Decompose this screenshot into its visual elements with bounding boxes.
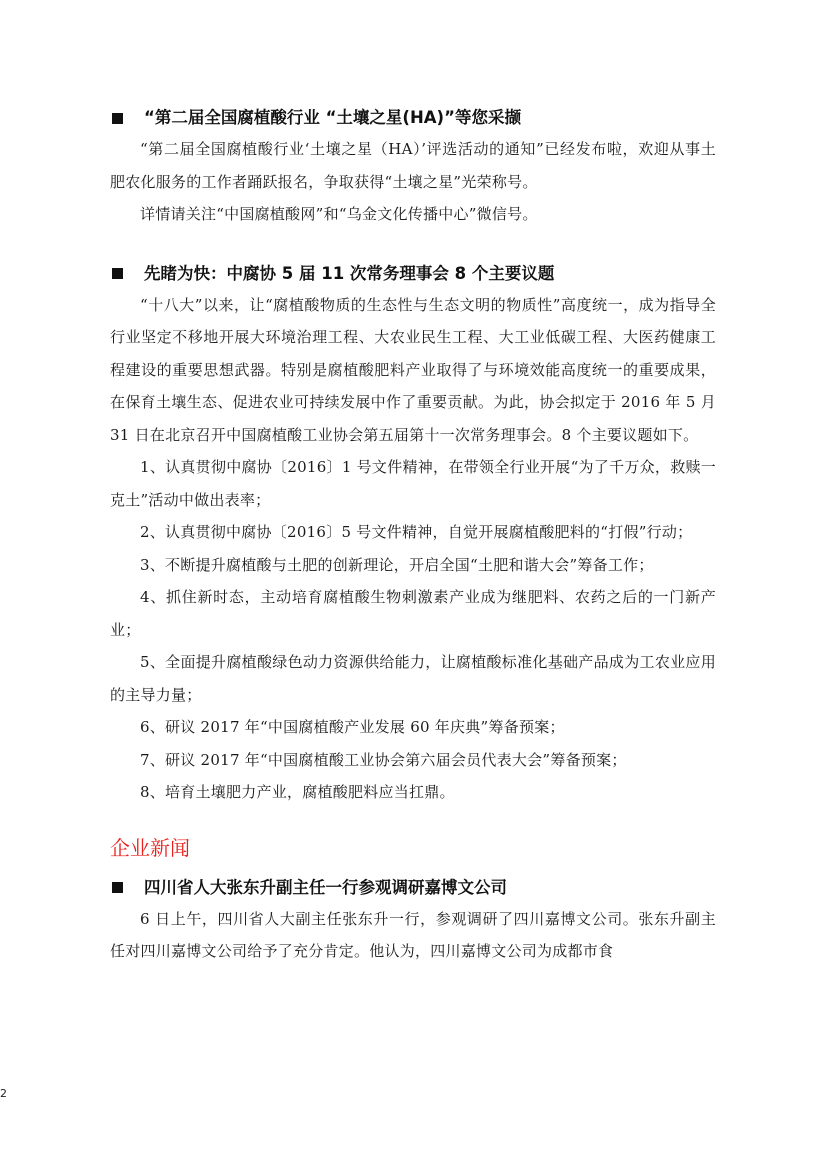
paragraph: “第二届全国腐植酸行业‘土壤之星（HA）’评选活动的通知”已经发布啦，欢迎从事土肥农化服务的工作者踊跃报名，争取获得“土壤之星”光荣称号。 [110, 140, 716, 191]
heading-text: 四川省人大张东升副主任一行参观调研嘉博文公司 [144, 877, 507, 897]
paragraph: 6 日上午，四川省人大副主任张东升一行，参观调研了四川嘉博文公司。张东升副主任对四川嘉博文公司给予了充分肯定。他认为，四川嘉博文公司为成都市食 [110, 909, 716, 960]
square-bullet-icon [112, 268, 123, 279]
section-heading [110, 876, 716, 900]
heading-text: 先睹为快：中腐协 5 届 11 次常务理事会 8 个主要议题 [144, 263, 555, 283]
agenda-item: 5、全面提升腐植酸绿色动力资源供给能力，让腐植酸标准化基础产品成为工农业应用的主导力量； [110, 653, 716, 704]
section-heading [110, 262, 716, 286]
section-title-enterprise-news: 企业新闻 [110, 835, 190, 860]
agenda-item: 2、认真贯彻中腐协〔2016〕5 号文件精神，自觉开展腐植酸肥料的“打假”行动； [140, 523, 693, 541]
news-section-council-agenda [110, 262, 716, 809]
news-section-soil-star [110, 106, 716, 231]
square-bullet-icon [112, 882, 123, 893]
agenda-item: 4、抓住新时态，主动培育腐植酸生物刺激素产业成为继肥料、农药之后的一门新产业； [110, 588, 716, 639]
agenda-item: 3、不断提升腐植酸与土肥的创新理论，开启全国“土肥和谐大会”筹备工作； [140, 555, 654, 574]
paragraph: “十八大”以来，让“腐植酸物质的生态性与生态文明的物质性”高度统一，成为指导全行业坚定不移地开展大环境治理工程、大农业民生工程、大工业低碳工程、大医药健康工程建设的重要思想武器。特别是腐植酸肥料产业取得了与环境效能高度统一的重要成果，在保育土壤生态、促进农业可持续发展中作了重要贡献。为此，协会拟定于 2016 年 5 月 31 日在北京召开中国腐植酸工业协会第五届第十一次常务理事会。8 个主要议题如下。 [110, 295, 716, 444]
page-content [110, 106, 716, 968]
page-number: 2 [0, 1087, 7, 1100]
news-section-visit [110, 876, 716, 968]
agenda-item: 1、认真贯彻中腐协〔2016〕1 号文件精神，在带领全行业开展“为了千万众，救赎一克土”活动中做出表率； [110, 458, 716, 509]
agenda-item: 7、研议 2017 年“中国腐植酸工业协会第六届会员代表大会”筹备预案； [140, 750, 627, 769]
paragraph: 详情请关注“中国腐植酸网”和“乌金文化传播中心”微信号。 [140, 205, 538, 223]
agenda-item: 8、培育土壤肥力产业，腐植酸肥料应当扛鼎。 [140, 783, 455, 801]
heading-text: “第二届全国腐植酸行业 “土壤之星(HA)”等您采撷 [144, 108, 521, 127]
agenda-item: 6、研议 2017 年“中国腐植酸产业发展 60 年庆典”筹备预案； [140, 718, 565, 736]
section-heading [110, 106, 716, 130]
square-bullet-icon [112, 113, 123, 124]
